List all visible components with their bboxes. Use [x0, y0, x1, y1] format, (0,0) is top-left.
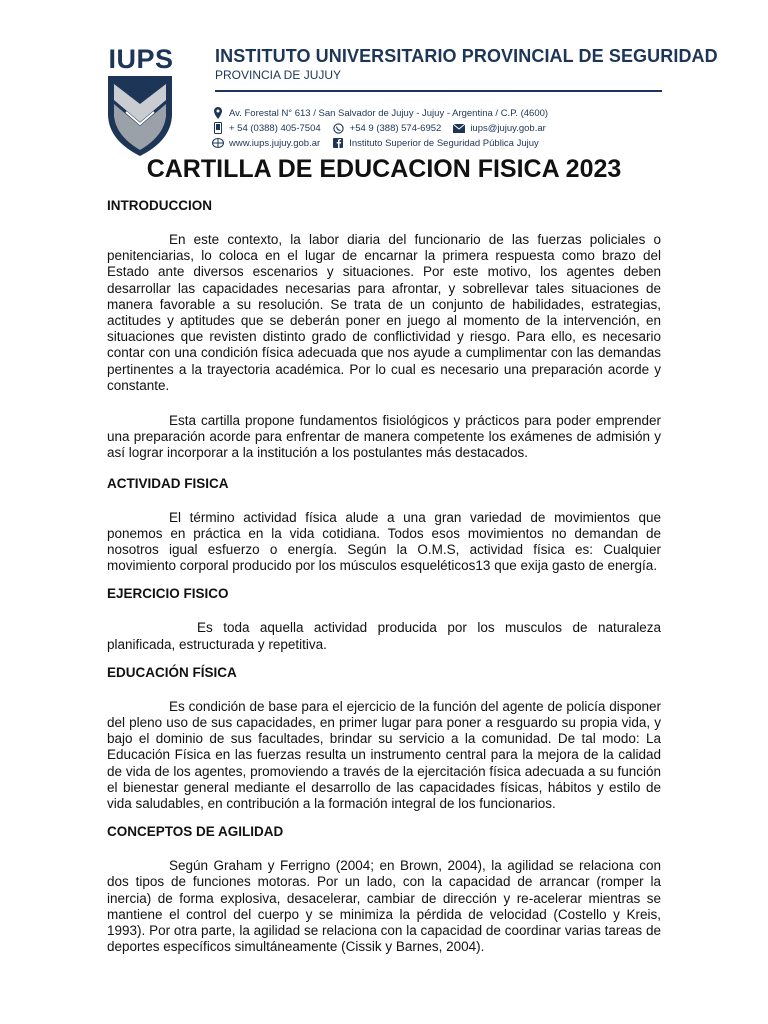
institution-province: PROVINCIA DE JUJUY — [215, 68, 342, 82]
whatsapp-icon — [333, 122, 345, 134]
address-line — [212, 107, 548, 119]
paragraph: Es condición de base para el ejercicio de la función del agente de policía disponer del pleno uso de sus capacidades, en primer lugar para poner a resguardo su propia vida, y bajo el dominio de sus facultades, brindar su servicio a la comunidad. De tal modo: La Educación Física en las fuerzas resulta un instrumento central para la mejora de la calidad de vida de los agentes, promoviendo a través de la ejercitación física adecuada a su función el bienestar general mediante el desarrollo de las capacidades físicas, hábitos y estilo de vida saludables, en contribución a la formación integral de los funcionarios. — [107, 698, 661, 812]
paragraph: Es toda aquella actividad producida por los musculos de naturaleza planificada, estructurada y repetitiva. — [107, 620, 661, 652]
logo-wordmark: IUPS — [108, 44, 174, 74]
paragraph: Según Graham y Ferrigno (2004; en Brown, 2004), la agilidad se relaciona con dos tipos de funciones motoras. Por un lado, con la capacidad de arrancar (romper la inercia) de forma explosiva, desacelerar, cambiar de dirección y re-acelerar mientras se mantiene el control del cuerpo y se minimiza la pérdida de velocidad (Costello y Kreis, 1993). Por otra parte, la agilidad se relaciona con la capacidad de coordinar varias tareas de deportes específicos simultáneamente (Cissik y Barnes, 2004). — [107, 858, 661, 955]
paragraph: El término actividad física alude a una gran variedad de movimientos que ponemos en práctica en la vida cotidiana. Todos esos movimientos no demandan de nosotros igual esfuerzo o energía. Según la O.M.S, actividad física es: Cualquier movimiento corporal producido por los músculos esqueléticos13 que exija gasto de energía. — [107, 509, 661, 574]
location-pin-icon — [212, 107, 224, 119]
section-heading-educacion-fisica: EDUCACIÓN FÍSICA — [107, 664, 237, 680]
address-text: Av. Forestal N° 613 / San Salvador de Jujuy - Jujuy - Argentina / C.P. (4600) — [229, 107, 549, 119]
letterhead — [0, 0, 768, 160]
email-envelope-icon — [453, 122, 465, 134]
phone-line — [212, 122, 546, 134]
section-heading-actividad-fisica: ACTIVIDAD FISICA — [107, 475, 229, 491]
facebook-text[interactable]: Instituto Superior de Seguridad Pública Jujuy — [349, 137, 539, 149]
mobile-phone-icon — [212, 122, 224, 134]
document-title: CARTILLA DE EDUCACION FISICA 2023 — [146, 155, 622, 183]
website-text[interactable]: www.iups.jujuy.gob.ar — [229, 137, 321, 149]
header-divider — [215, 90, 662, 92]
email-text[interactable]: iups@jujuy.gob.ar — [470, 122, 546, 134]
paragraph: Esta cartilla propone fundamentos fisiológicos y prácticos para poder emprender una preparación acorde para enfrentar de manera competente los exámenes de admisión y así lograr incorporar a la institución a los postulantes más destacados. — [107, 413, 661, 461]
document-body — [107, 198, 661, 973]
section-heading-ejercicio-fisico: EJERCICIO FISICO — [107, 586, 229, 602]
facebook-icon — [332, 137, 344, 149]
paragraph: En este contexto, la labor diaria del funcionario de las fuerzas policiales o penitenciarias, lo coloca en el lugar de encarnar la primera respuesta como brazo del Estado ante diversos escenarios y situaciones. Por este motivo, los agentes deben desarrollar las capacidades necesarias para afrontar, y sobrellevar tales situaciones de manera favorable a su resolución. Se trata de un conjunto de habilidades, estrategias, actitudes y aptitudes que se deberán poner en juego al momento de la intervención, en situaciones que revisten distinto grado de conflictividad y riesgo. Para ello, es necesario contar con una condición física adecuada que nos ayude a cumplimentar con las demandas pertinentes a la trayectoria académica. Por lo cual es necesario una preparación acorde y constante. — [107, 232, 661, 393]
institution-name: INSTITUTO UNIVERSITARIO PROVINCIAL DE SEGURIDAD — [215, 46, 718, 66]
section-heading-introduccion: INTRODUCCION — [107, 198, 212, 213]
section-heading-conceptos-agilidad: CONCEPTOS DE AGILIDAD — [107, 824, 284, 840]
web-line — [212, 137, 539, 149]
globe-icon — [212, 137, 224, 149]
phone-text: + 54 (0388) 405-7504 — [229, 122, 321, 134]
whatsapp-text: +54 9 (388) 574-6952 — [349, 122, 442, 134]
